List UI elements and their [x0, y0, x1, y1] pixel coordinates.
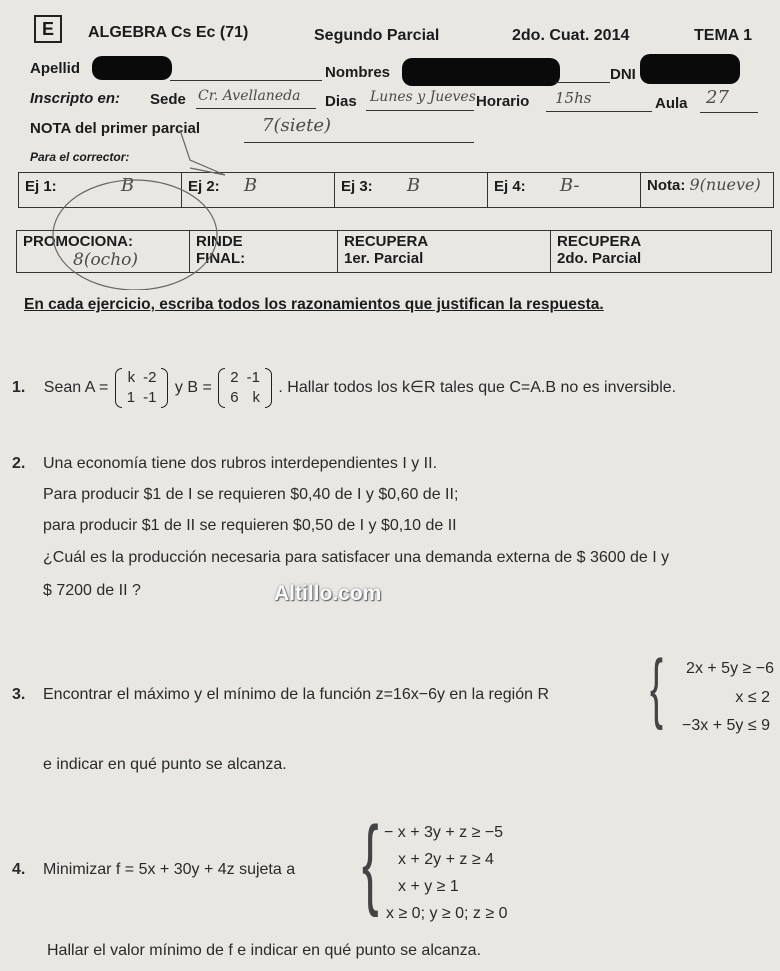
q3-constraint: 2x + 5y ≥ −6 [686, 660, 774, 677]
question-number: 3. [12, 686, 26, 703]
rinde-label: RINDE [196, 233, 243, 250]
grade-label: Nota: [647, 177, 686, 194]
question-number: 2. [12, 455, 26, 472]
q2-line: para producir $1 de II se requieren $0,50 de I y $0,10 de II [43, 517, 457, 534]
sede-label: Sede [150, 91, 186, 108]
q2-line: Una economía tiene dos rubros interdependientes I y II. [43, 455, 438, 472]
matrix-cell: -1 [143, 389, 157, 406]
watermark: Altillo.com [274, 582, 382, 605]
recupera1-cell [338, 231, 551, 273]
grade-label: Ej 3: [341, 178, 373, 195]
matrix-cell: -1 [246, 369, 260, 386]
grade-label: Ej 1: [25, 178, 57, 195]
recupera2-label: RECUPERA [557, 233, 642, 250]
redaction-apellido [92, 56, 172, 80]
dias-value: Lunes y Jueves [370, 89, 476, 105]
q1-text: . Hallar todos los k∈R tales que C=A.B no es inversible. [278, 379, 677, 397]
matrix-a [115, 368, 169, 408]
q2-line: $ 7200 de II ? [43, 582, 141, 599]
nota-primer-value: 7(siete) [262, 115, 332, 136]
apellido-line [170, 80, 322, 81]
q3-constraint: x ≤ 2 [735, 689, 770, 706]
aula-label: Aula [655, 95, 688, 112]
matrix-b [218, 368, 272, 408]
q3-text: Encontrar el máximo y el mínimo de la función z=16x−6y en la región R [43, 686, 550, 703]
q3-tail: e indicar en qué punto se alcanza. [43, 756, 287, 773]
nombres-label: Nombres [325, 64, 391, 81]
q4-text: Minimizar f = 5x + 30y + 4z sujeta a [43, 861, 296, 878]
promociona-label: PROMOCIONA: [23, 233, 133, 250]
matrix-cell: k [127, 369, 136, 386]
grade-cell-ej3 [335, 173, 488, 208]
grade-value: B [120, 175, 135, 196]
q3-constraint: −3x + 5y ≤ 9 [682, 717, 770, 734]
final-label: FINAL: [196, 250, 246, 267]
recupera2-cell [551, 231, 772, 273]
grade-label: Ej 4: [494, 178, 526, 195]
sede-line [196, 108, 316, 109]
matrix-cell: -2 [143, 369, 157, 386]
exam-title: Segundo Parcial [314, 27, 440, 44]
inscripto-label: Inscripto en: [30, 90, 121, 107]
nota-primer-label: NOTA del primer parcial [30, 120, 201, 137]
instruction: En cada ejercicio, escriba todos los razonamientos que justifican la respuesta. [24, 296, 604, 313]
horario-value: 15hs [555, 89, 592, 107]
horario-label: Horario [476, 93, 530, 110]
grade-value: B [243, 175, 258, 196]
tema-label: TEMA 1 [694, 27, 753, 44]
q4-constraint: x + 2y + z ≥ 4 [398, 851, 494, 868]
q4-constraint: x ≥ 0; y ≥ 0; z ≥ 0 [386, 905, 508, 922]
nombres-line [555, 82, 610, 83]
q1-middle: y B = [174, 379, 212, 397]
dias-line [366, 110, 474, 111]
q2-line: Para producir $1 de I se requieren $0,40 de I y $0,60 de II; [43, 486, 459, 503]
q3-brace: { [650, 643, 664, 731]
redaction-nombres [402, 58, 560, 86]
question-number: 1. [12, 379, 26, 397]
grade-value: B- [559, 175, 580, 196]
aula-line [700, 112, 758, 113]
tema-letter-box: E [34, 15, 62, 43]
term: 2do. Cuat. 2014 [512, 27, 630, 44]
matrix-cell: 1 [126, 389, 136, 406]
grade-cell-ej4 [488, 173, 641, 208]
grade-label: Ej 2: [188, 178, 220, 195]
q4-constraint: x + y ≥ 1 [398, 878, 459, 895]
redaction-dni [640, 54, 740, 84]
q4-tail: Hallar el valor mínimo de f e indicar en qué punto se alcanza. [47, 942, 482, 959]
recupera2-sub: 2do. Parcial [557, 250, 642, 267]
grade-value: B [406, 175, 421, 196]
dni-label: DNI [610, 66, 636, 83]
q1-intro: Sean A = [43, 379, 109, 397]
corrector-label: Para el corrector: [30, 150, 130, 164]
q4-brace: { [362, 806, 379, 918]
pen-scribble [40, 120, 240, 290]
sede-value: Cr. Avellaneda [198, 88, 301, 104]
question-1 [12, 368, 676, 408]
q2-line: ¿Cuál es la producción necesaria para satisfacer una demanda externa de $ 3600 de I y [43, 549, 670, 566]
recupera1-label: RECUPERA [344, 233, 429, 250]
dias-label: Dias [325, 93, 357, 110]
apellido-label: Apellid [30, 60, 81, 77]
grade-cell-nota [641, 173, 774, 208]
recupera1-sub: 1er. Parcial [344, 250, 424, 267]
q4-constraint: − x + 3y + z ≥ −5 [384, 824, 504, 841]
horario-line [546, 111, 652, 112]
question-number: 4. [12, 861, 26, 878]
matrix-cell: k [252, 389, 260, 406]
nota-primer-line [244, 142, 474, 143]
aula-value: 27 [706, 87, 729, 108]
matrix-cell: 2 [230, 369, 239, 386]
course-title: ALGEBRA Cs Ec (71) [88, 24, 249, 41]
grade-value: 9(nueve) [689, 175, 761, 194]
promociona-value: 8(ocho) [73, 250, 139, 270]
matrix-cell: 6 [230, 389, 239, 406]
